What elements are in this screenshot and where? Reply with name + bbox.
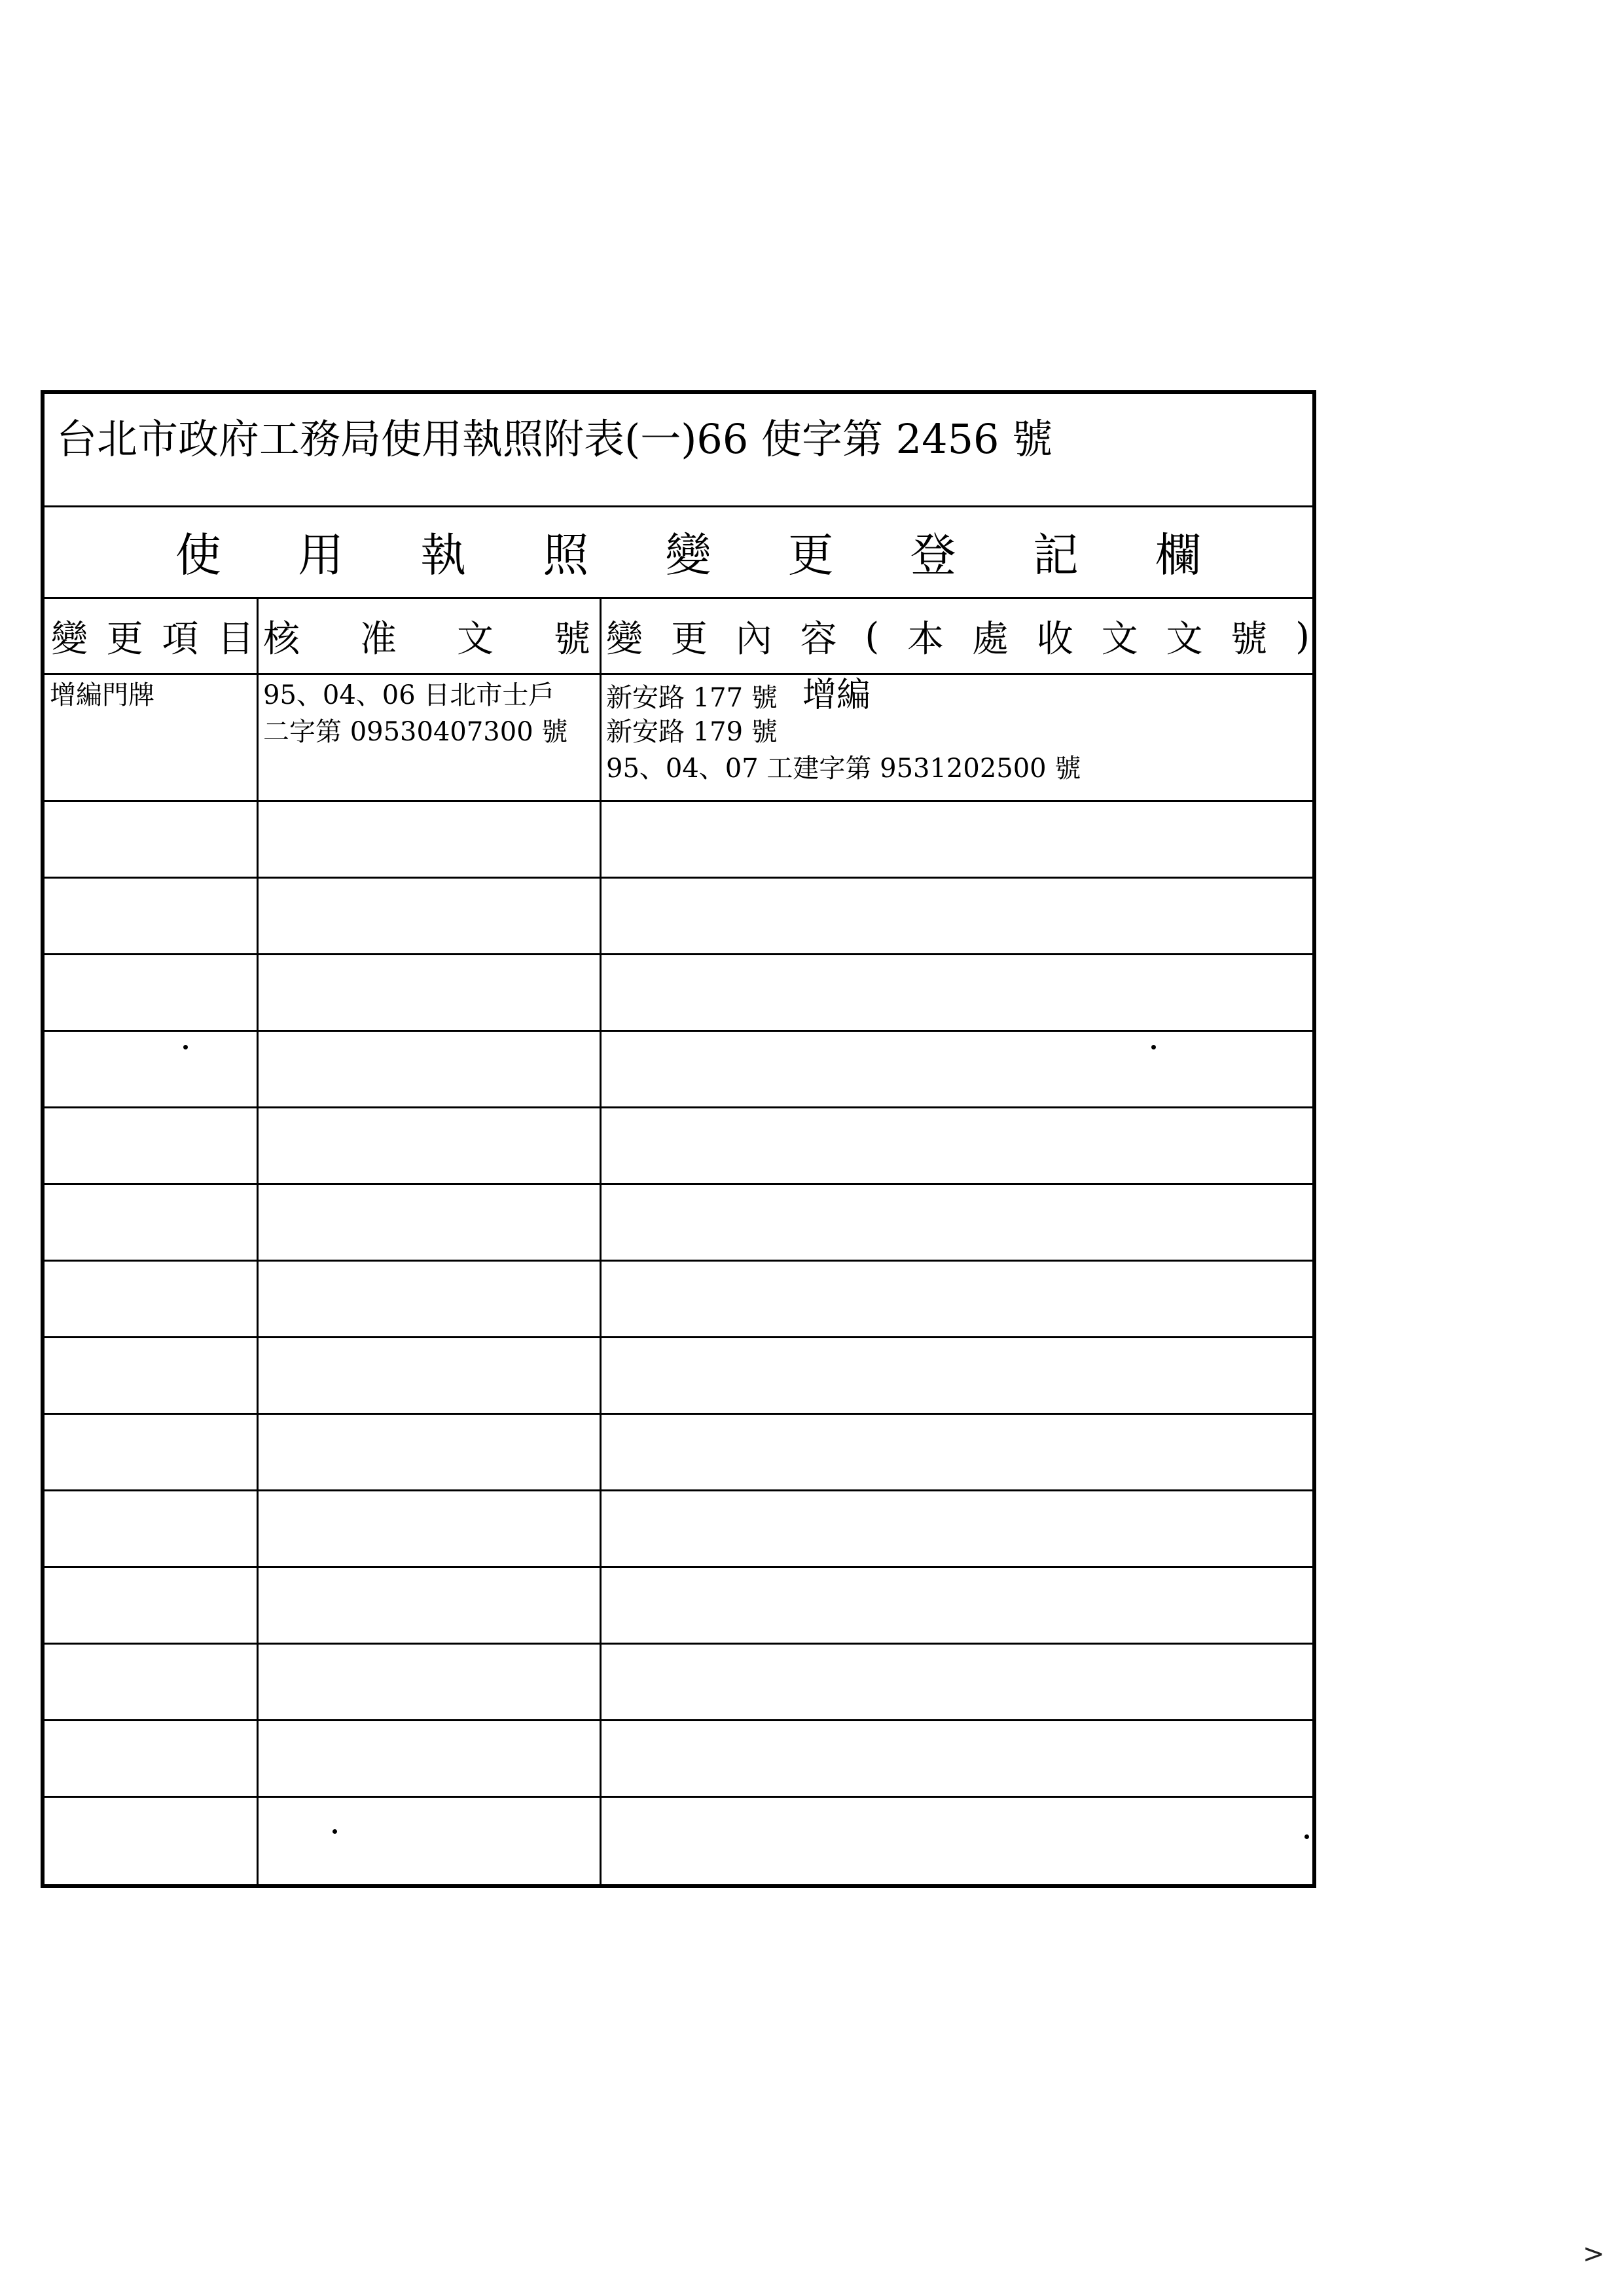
heading-char: 登	[910, 528, 956, 582]
entry-approval-line-2: 二字第 09530407300 號	[263, 717, 568, 747]
scan-speck	[1151, 1045, 1156, 1049]
entry-content-note: 增編	[802, 676, 871, 715]
column-divider-2	[600, 597, 602, 1888]
column-header-divider	[45, 673, 1312, 675]
row-divider	[45, 1106, 1312, 1108]
scan-speck	[183, 1045, 188, 1049]
row-divider	[45, 1336, 1312, 1338]
heading-char: 執	[420, 528, 467, 582]
column-header-approval: 核 准 文 號	[263, 618, 590, 661]
column-divider-1	[257, 597, 259, 1888]
row-divider	[45, 1796, 1312, 1798]
entry-item: 增編門牌	[50, 680, 154, 710]
heading-char: 使	[175, 528, 221, 582]
heading-char: 更	[787, 528, 834, 582]
scan-speck	[333, 1829, 337, 1834]
change-registration-form	[41, 390, 1316, 1888]
form-heading	[45, 505, 1312, 597]
row-divider	[45, 1643, 1312, 1645]
column-header-item: 變 更 項 目	[51, 618, 254, 661]
row-divider	[45, 1260, 1312, 1262]
entry-content-line-2: 新安路 179 號	[606, 717, 778, 747]
form-title: 台北市政府工務局使用執照附表(一)66 使字第 2456 號	[56, 415, 1053, 463]
heading-char: 變	[665, 528, 711, 582]
row-divider	[45, 1413, 1312, 1415]
row-divider	[45, 1183, 1312, 1185]
entry-approval-line-1: 95、04、06 日北市士戶	[263, 680, 555, 710]
row-divider	[45, 877, 1312, 879]
row-divider	[45, 1566, 1312, 1568]
heading-char: 照	[543, 528, 589, 582]
row-divider	[45, 800, 1312, 802]
heading-char: 用	[298, 528, 344, 582]
column-header-content: 變 更 內 容 ( 本 處 收 文 文 號 )	[606, 615, 1310, 661]
heading-char: 欄	[1155, 528, 1201, 582]
heading-char: 記	[1032, 528, 1079, 582]
page-corner-mark: >	[1583, 2239, 1605, 2269]
row-divider	[45, 1489, 1312, 1491]
row-divider	[45, 1719, 1312, 1721]
entry-content-line-1: 新安路 177 號 增編	[606, 676, 871, 715]
scan-speck	[1304, 1834, 1309, 1839]
row-divider	[45, 1030, 1312, 1032]
entry-content-line-3: 95、04、07 工建字第 9531202500 號	[606, 754, 1081, 784]
row-divider	[45, 953, 1312, 955]
